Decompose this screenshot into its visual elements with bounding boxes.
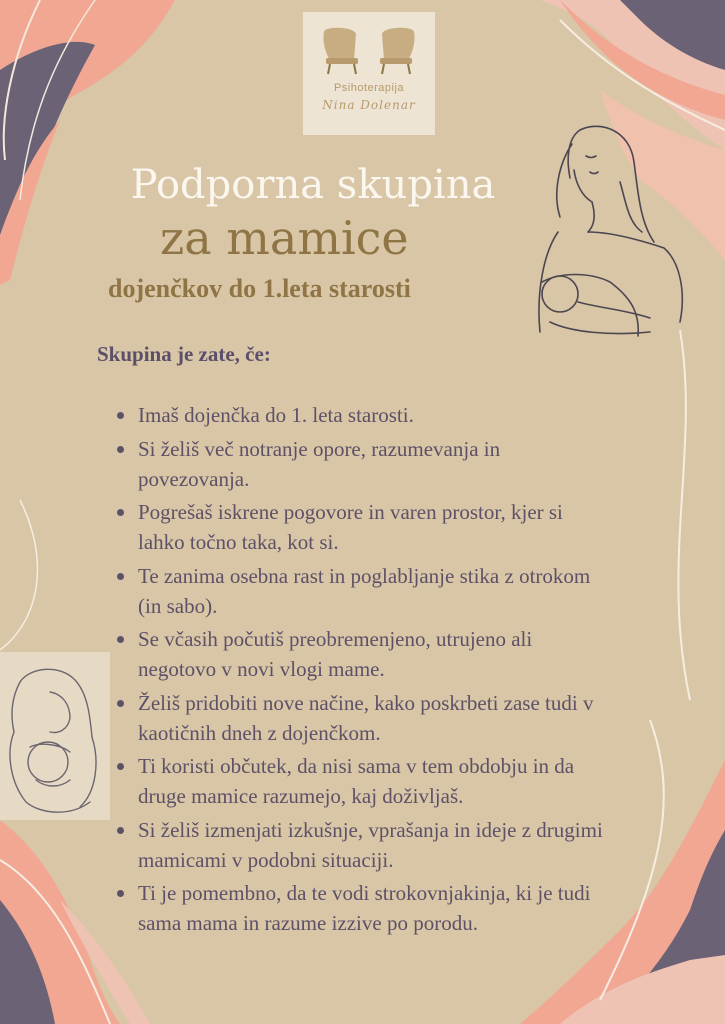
logo-signature: Nina Dolenar xyxy=(322,98,416,112)
intro-heading: Skupina je zate, če: xyxy=(97,342,271,366)
title-line-3: dojenčkov do 1.leta starosti xyxy=(108,274,411,303)
logo-name: Psihoterapija xyxy=(333,82,405,94)
list-item: Ti je pomembno, da te vodi strokovnjakinja, ki je tudi sama mama in razume izzive po porodu. xyxy=(110,878,610,938)
breastfeeding-mother-icon xyxy=(530,122,690,354)
mother-hugging-baby-icon xyxy=(0,652,110,820)
criteria-list xyxy=(110,400,610,942)
armchairs-icon xyxy=(314,24,424,76)
list-item: Se včasih počutiš preobremenjeno, utrujeno ali negotovo v novi vlogi mame. xyxy=(110,624,610,684)
list-item: Pogrešaš iskrene pogovore in varen prostor, kjer si lahko točno taka, kot si. xyxy=(110,497,610,557)
title-line-1: Podporna skupina xyxy=(130,162,496,208)
list-item: Si želiš izmenjati izkušnje, vprašanja in ideje z drugimi mamicami v podobni situaciji. xyxy=(110,815,610,875)
list-item: Želiš pridobiti nove načine, kako poskrbeti zase tudi v kaotičnih dneh z dojenčkom. xyxy=(110,688,610,748)
illustration-left-frame xyxy=(0,652,110,820)
list-item: Imaš dojenčka do 1. leta starosti. xyxy=(110,400,610,430)
title-line-2: za mamice xyxy=(160,211,409,265)
list-item: Te zanima osebna rast in poglabljanje stika z otrokom (in sabo). xyxy=(110,561,610,621)
list-item: Ti koristi občutek, da nisi sama v tem obdobju in da druge mamice razumejo, kaj doživljaš. xyxy=(110,751,610,811)
list-item: Si želiš več notranje opore, razumevanja in povezovanja. xyxy=(110,434,610,494)
logo xyxy=(303,12,435,135)
